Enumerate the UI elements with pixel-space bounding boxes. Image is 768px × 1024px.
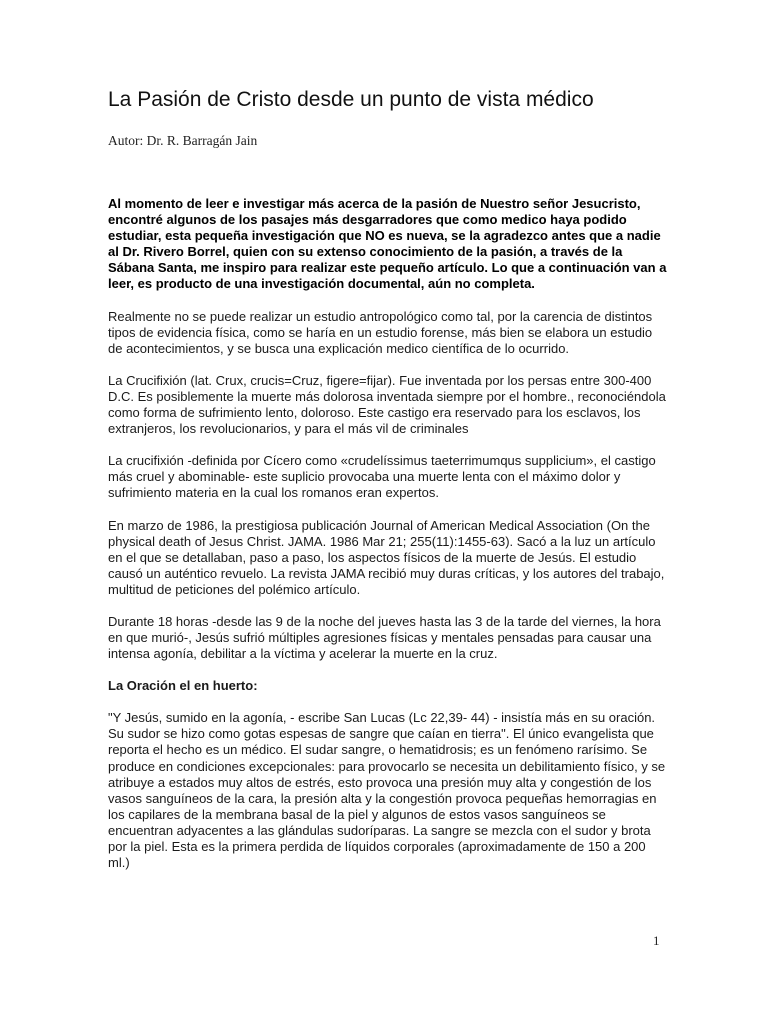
page-number: 1 — [653, 933, 660, 948]
document-body — [108, 196, 668, 887]
document-title: La Pasión de Cristo desde un punto de vista médico — [108, 88, 594, 111]
paragraph: Realmente no se puede realizar un estudio antropológico como tal, por la carencia de distintos tipos de evidencia física, como se haría en un estudio forense, más bien se elabora un estudio de acontecimientos, y se busca una explicación medico científica de lo ocurrido. — [108, 308, 653, 356]
paragraph: La Crucifixión (lat. Crux, crucis=Cruz, figere=fijar). Fue inventada por los persas entre 300-400 D.C. Es posiblemente la muerte más dolorosa inventada siempre por el hombre., reconociéndola como forma de sufrimiento lento, doloroso. Este castigo era reservado para los esclavos, los extranjeros, los revolucionarios, y para el más vil de criminales — [108, 372, 666, 437]
paragraph: La crucifixión -definida por Cícero como «crudelíssimus taeterrimumqus supplicium», el castigo más cruel y abominable- este suplicio provocaba una muerte lenta con el máximo dolor y sufrimiento materia en la cual los romanos eran expertos. — [108, 453, 656, 501]
section-paragraph: "Y Jesús, sumido en la agonía, - escribe San Lucas (Lc 22,39- 44) - insistía más en su oración. Su sudor se hizo como gotas espesas de sangre que caían en tierra". El único evangelista que reporta el hecho es un médico. El sudar sangre, o hematidrosis; es un fenómeno rarísimo. Se produce en condiciones excepcionales: para provocarlo se necesita un debilitamiento físico, y se atribuye a estados muy altos de estrés, esto provoca una presión muy alta y congestión de los vasos sanguíneos de la cara, la presión alta y la congestión provoca pequeñas hemorragias en los capilares de la membrana basal de la piel y algunos de estos vasos sanguíneos se encuentran adyacentes a las glándulas sudoríparas. La sangre se mezcla con el sudor y brota por la piel. Esta es la primera perdida de líquidos corporales (aproximadamente de 150 a 200 ml.) — [108, 710, 666, 871]
author-line: Autor: Dr. R. Barragán Jain — [108, 133, 258, 148]
section-heading: La Oración el en huerto: — [108, 678, 258, 694]
paragraph: Durante 18 horas -desde las 9 de la noche del jueves hasta las 3 de la tarde del viernes, la hora en que murió-, Jesús sufrió múltiples agresiones físicas y mentales pensadas para causar una intensa agonía, debilitar a la víctima y acelerar la muerte en la cruz. — [108, 613, 661, 662]
intro-paragraph: Al momento de leer e investigar más acerca de la pasión de Nuestro señor Jesucristo, encontré algunos de los pasajes más desgarradores que como medico haya podido estudiar, esta pequeña investigación que NO es nueva, se la agradezco antes que a nadie al Dr. Rivero Borrel, quien con su extenso conocimiento de la pasión, a través de la Sábana Santa, me inspiro para realizar este pequeño artículo. Lo que a continuación van a leer, es producto de una investigación documental, aún no completa. — [108, 196, 667, 292]
paragraph: En marzo de 1986, la prestigiosa publicación Journal of American Medical Association (On the physical death of Jesus Christ. JAMA. 1986 Mar 21; 255(11):1455-63). Sacó a la luz un artículo en el que se detallaban, paso a paso, los aspectos físicos de la muerte de Jesús. El estudio causó un auténtico revuelo. La revista JAMA recibió muy duras críticas, y los autores del trabajo, multitud de peticiones del polémico artículo. — [108, 517, 665, 597]
